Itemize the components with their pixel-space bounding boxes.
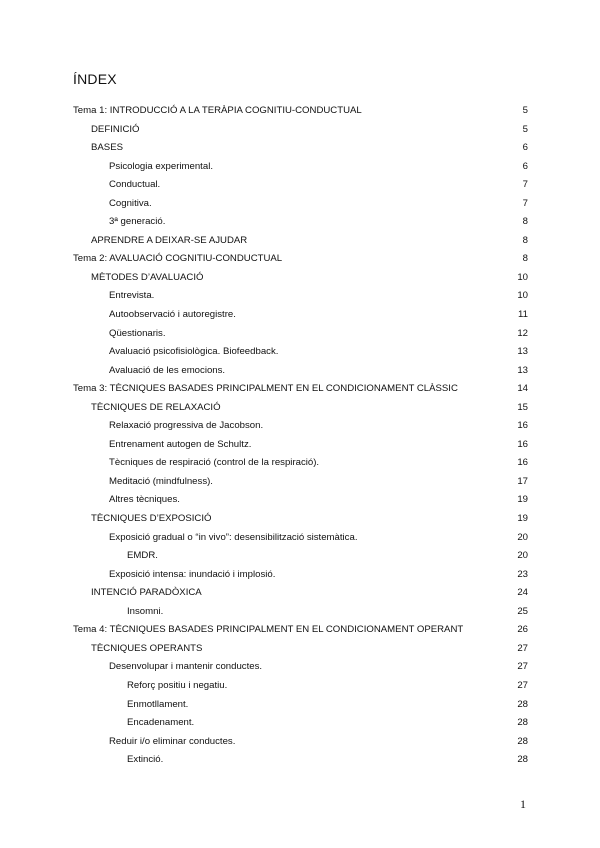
toc-entry[interactable]: [0, 232, 600, 251]
toc-entry[interactable]: [0, 269, 600, 288]
toc-entry-label: Meditació (mindfulness).: [109, 475, 213, 487]
toc-entry-label: Tema 1: INTRODUCCIÓ A LA TERÀPIA COGNITIU-CONDUCTUAL: [73, 105, 362, 116]
toc-entry-label: Avaluació psicofisiològica. Biofeedback.: [109, 346, 279, 358]
toc-entry-page: 13: [517, 346, 528, 358]
toc-entry-page: 5: [522, 123, 528, 135]
toc-entry-page: 6: [522, 142, 528, 154]
toc-entry-label: Autoobservació i autoregistre.: [109, 309, 236, 321]
toc-entry[interactable]: [0, 121, 600, 140]
toc-entry-page: 19: [517, 513, 528, 525]
toc-entry[interactable]: [0, 603, 600, 622]
toc-entry[interactable]: [0, 733, 600, 752]
toc-entry[interactable]: [0, 158, 600, 177]
toc-entry[interactable]: [0, 714, 600, 733]
toc-entry[interactable]: [0, 696, 600, 715]
toc-entry-label: TÈCNIQUES D’EXPOSICIÓ: [91, 513, 212, 525]
toc-entry-page: 26: [517, 624, 528, 636]
toc-entry[interactable]: [0, 658, 600, 677]
toc-entry[interactable]: [0, 510, 600, 529]
toc-entry-page: 10: [517, 271, 528, 283]
toc-entry-page: 13: [517, 364, 528, 376]
toc-entry-page: 28: [517, 735, 528, 747]
toc-entry-page: 27: [517, 661, 528, 673]
toc-entry-page: 14: [517, 383, 528, 395]
page-title: ÍNDEX: [73, 71, 117, 87]
toc-entry-page: 20: [517, 531, 528, 543]
toc-entry-label: Tema 2: AVALUACIÓ COGNITIU-CONDUCTUAL: [73, 253, 283, 265]
toc-entry-page: 7: [522, 179, 528, 191]
toc-entry-label: BASES: [91, 142, 123, 154]
toc-entry-label: Encadenament.: [127, 717, 195, 729]
toc-entry-label: Avaluació de les emocions.: [109, 364, 226, 376]
page-number: 1: [520, 797, 526, 811]
toc-entry[interactable]: [0, 306, 600, 325]
toc-entry-page: 16: [517, 420, 528, 432]
toc-entry[interactable]: [0, 176, 600, 195]
toc-entry-label: TÈCNIQUES OPERANTS: [91, 642, 203, 654]
toc-entry-label: EMDR.: [127, 550, 158, 562]
toc-entry-page: 12: [517, 327, 528, 339]
toc-entry[interactable]: [0, 566, 600, 585]
toc-entry-label: Exposició intensa: inundació i implosió.: [109, 568, 276, 580]
toc-entry[interactable]: [0, 417, 600, 436]
toc-entry[interactable]: [0, 250, 600, 269]
toc-entry[interactable]: [0, 343, 600, 362]
toc-entry-page: 10: [517, 290, 528, 302]
toc-entry-label: Entrenament autogen de Schultz.: [109, 438, 252, 450]
toc-entry[interactable]: [0, 584, 600, 603]
toc-entry-page: 28: [517, 754, 528, 766]
toc-entry-page: 19: [517, 494, 528, 506]
toc-entry[interactable]: [0, 362, 600, 381]
toc-entry-page: 28: [517, 698, 528, 710]
toc-entry-page: 11: [518, 309, 528, 321]
toc-entry-page: 27: [517, 642, 528, 654]
toc-entry-page: 23: [517, 568, 528, 580]
toc-entry[interactable]: [0, 213, 600, 232]
toc-entry[interactable]: [0, 751, 600, 770]
toc-entry[interactable]: [0, 454, 600, 473]
toc-entry[interactable]: [0, 102, 600, 121]
toc-entry-label: INTENCIÓ PARADÒXICA: [91, 587, 202, 599]
toc-entry-page: 6: [522, 160, 528, 172]
toc-entry-label: Conductual.: [109, 179, 161, 191]
toc-entry-page: 17: [517, 475, 528, 487]
toc-entry-page: 27: [517, 679, 528, 691]
toc-entry-label: Psicologia experimental.: [109, 160, 213, 172]
toc-entry-label: Desenvolupar i mantenir conductes.: [109, 661, 263, 673]
toc-entry-page: 8: [522, 216, 528, 228]
toc-entry[interactable]: [0, 621, 600, 640]
toc-entry-label: 3ª generació.: [109, 216, 166, 228]
toc-entry-page: 25: [517, 605, 528, 617]
toc-entry-label: TÈCNIQUES DE RELAXACIÓ: [91, 401, 221, 413]
toc-entry[interactable]: [0, 491, 600, 510]
toc-entry-label: Cognitiva.: [109, 197, 152, 209]
toc-entry-label: Tema 4: TÈCNIQUES BASADES PRINCIPALMENT EN EL CONDICIONAMENT OPERANT: [73, 624, 464, 636]
toc-entry-label: DEFINICIÓ: [91, 123, 140, 135]
toc-entry-page: 24: [517, 587, 528, 599]
toc-entry-page: 16: [517, 438, 528, 450]
toc-entry[interactable]: [0, 640, 600, 659]
toc-entry-label: Tècniques de respiració (control de la respiració).: [109, 457, 320, 469]
toc-entry[interactable]: [0, 325, 600, 344]
toc-entry-label: Relaxació progressiva de Jacobson.: [109, 420, 264, 432]
toc-entry-label: Entrevista.: [109, 290, 155, 302]
toc-entry-label: Reforç positiu i negatiu.: [127, 679, 228, 691]
toc-entry[interactable]: [0, 677, 600, 696]
toc-entry-label: Extinció.: [127, 754, 164, 766]
toc-entry-label: APRENDRE A DEIXAR-SE AJUDAR: [91, 234, 248, 246]
toc-entry-label: Reduir i/o eliminar conductes.: [109, 735, 236, 747]
toc-entry[interactable]: [0, 529, 600, 548]
toc-entry-page: 20: [517, 550, 528, 562]
toc-entry-label: Qüestionaris.: [109, 327, 166, 339]
toc-entry-label: Insomni.: [127, 605, 164, 617]
toc-entry-page: 15: [517, 401, 528, 413]
toc-entry-label: Exposició gradual o “in vivo”: desensibilització sistemàtica.: [109, 531, 358, 543]
table-of-contents: [0, 102, 600, 770]
toc-entry-label: Altres tècniques.: [109, 494, 180, 506]
toc-entry-page: 16: [517, 457, 528, 469]
toc-entry-label: MÈTODES D’AVALUACIÓ: [91, 271, 204, 283]
toc-entry[interactable]: [0, 287, 600, 306]
toc-entry[interactable]: [0, 380, 600, 399]
toc-entry-page: 8: [522, 234, 528, 246]
toc-entry[interactable]: [0, 547, 600, 566]
toc-entry[interactable]: [0, 473, 600, 492]
toc-entry-label: Tema 3: TÈCNIQUES BASADES PRINCIPALMENT EN EL CONDICIONAMENT CLÀSSIC: [73, 383, 458, 395]
toc-entry-page: 28: [517, 717, 528, 729]
toc-entry-page: 5: [522, 105, 528, 116]
toc-entry[interactable]: [0, 436, 600, 455]
toc-entry-page: 7: [522, 197, 528, 209]
toc-entry[interactable]: [0, 195, 600, 214]
toc-entry-label: Enmotllament.: [127, 698, 189, 710]
toc-entry-page: 8: [522, 253, 528, 265]
toc-entry[interactable]: [0, 399, 600, 418]
toc-entry[interactable]: [0, 139, 600, 158]
